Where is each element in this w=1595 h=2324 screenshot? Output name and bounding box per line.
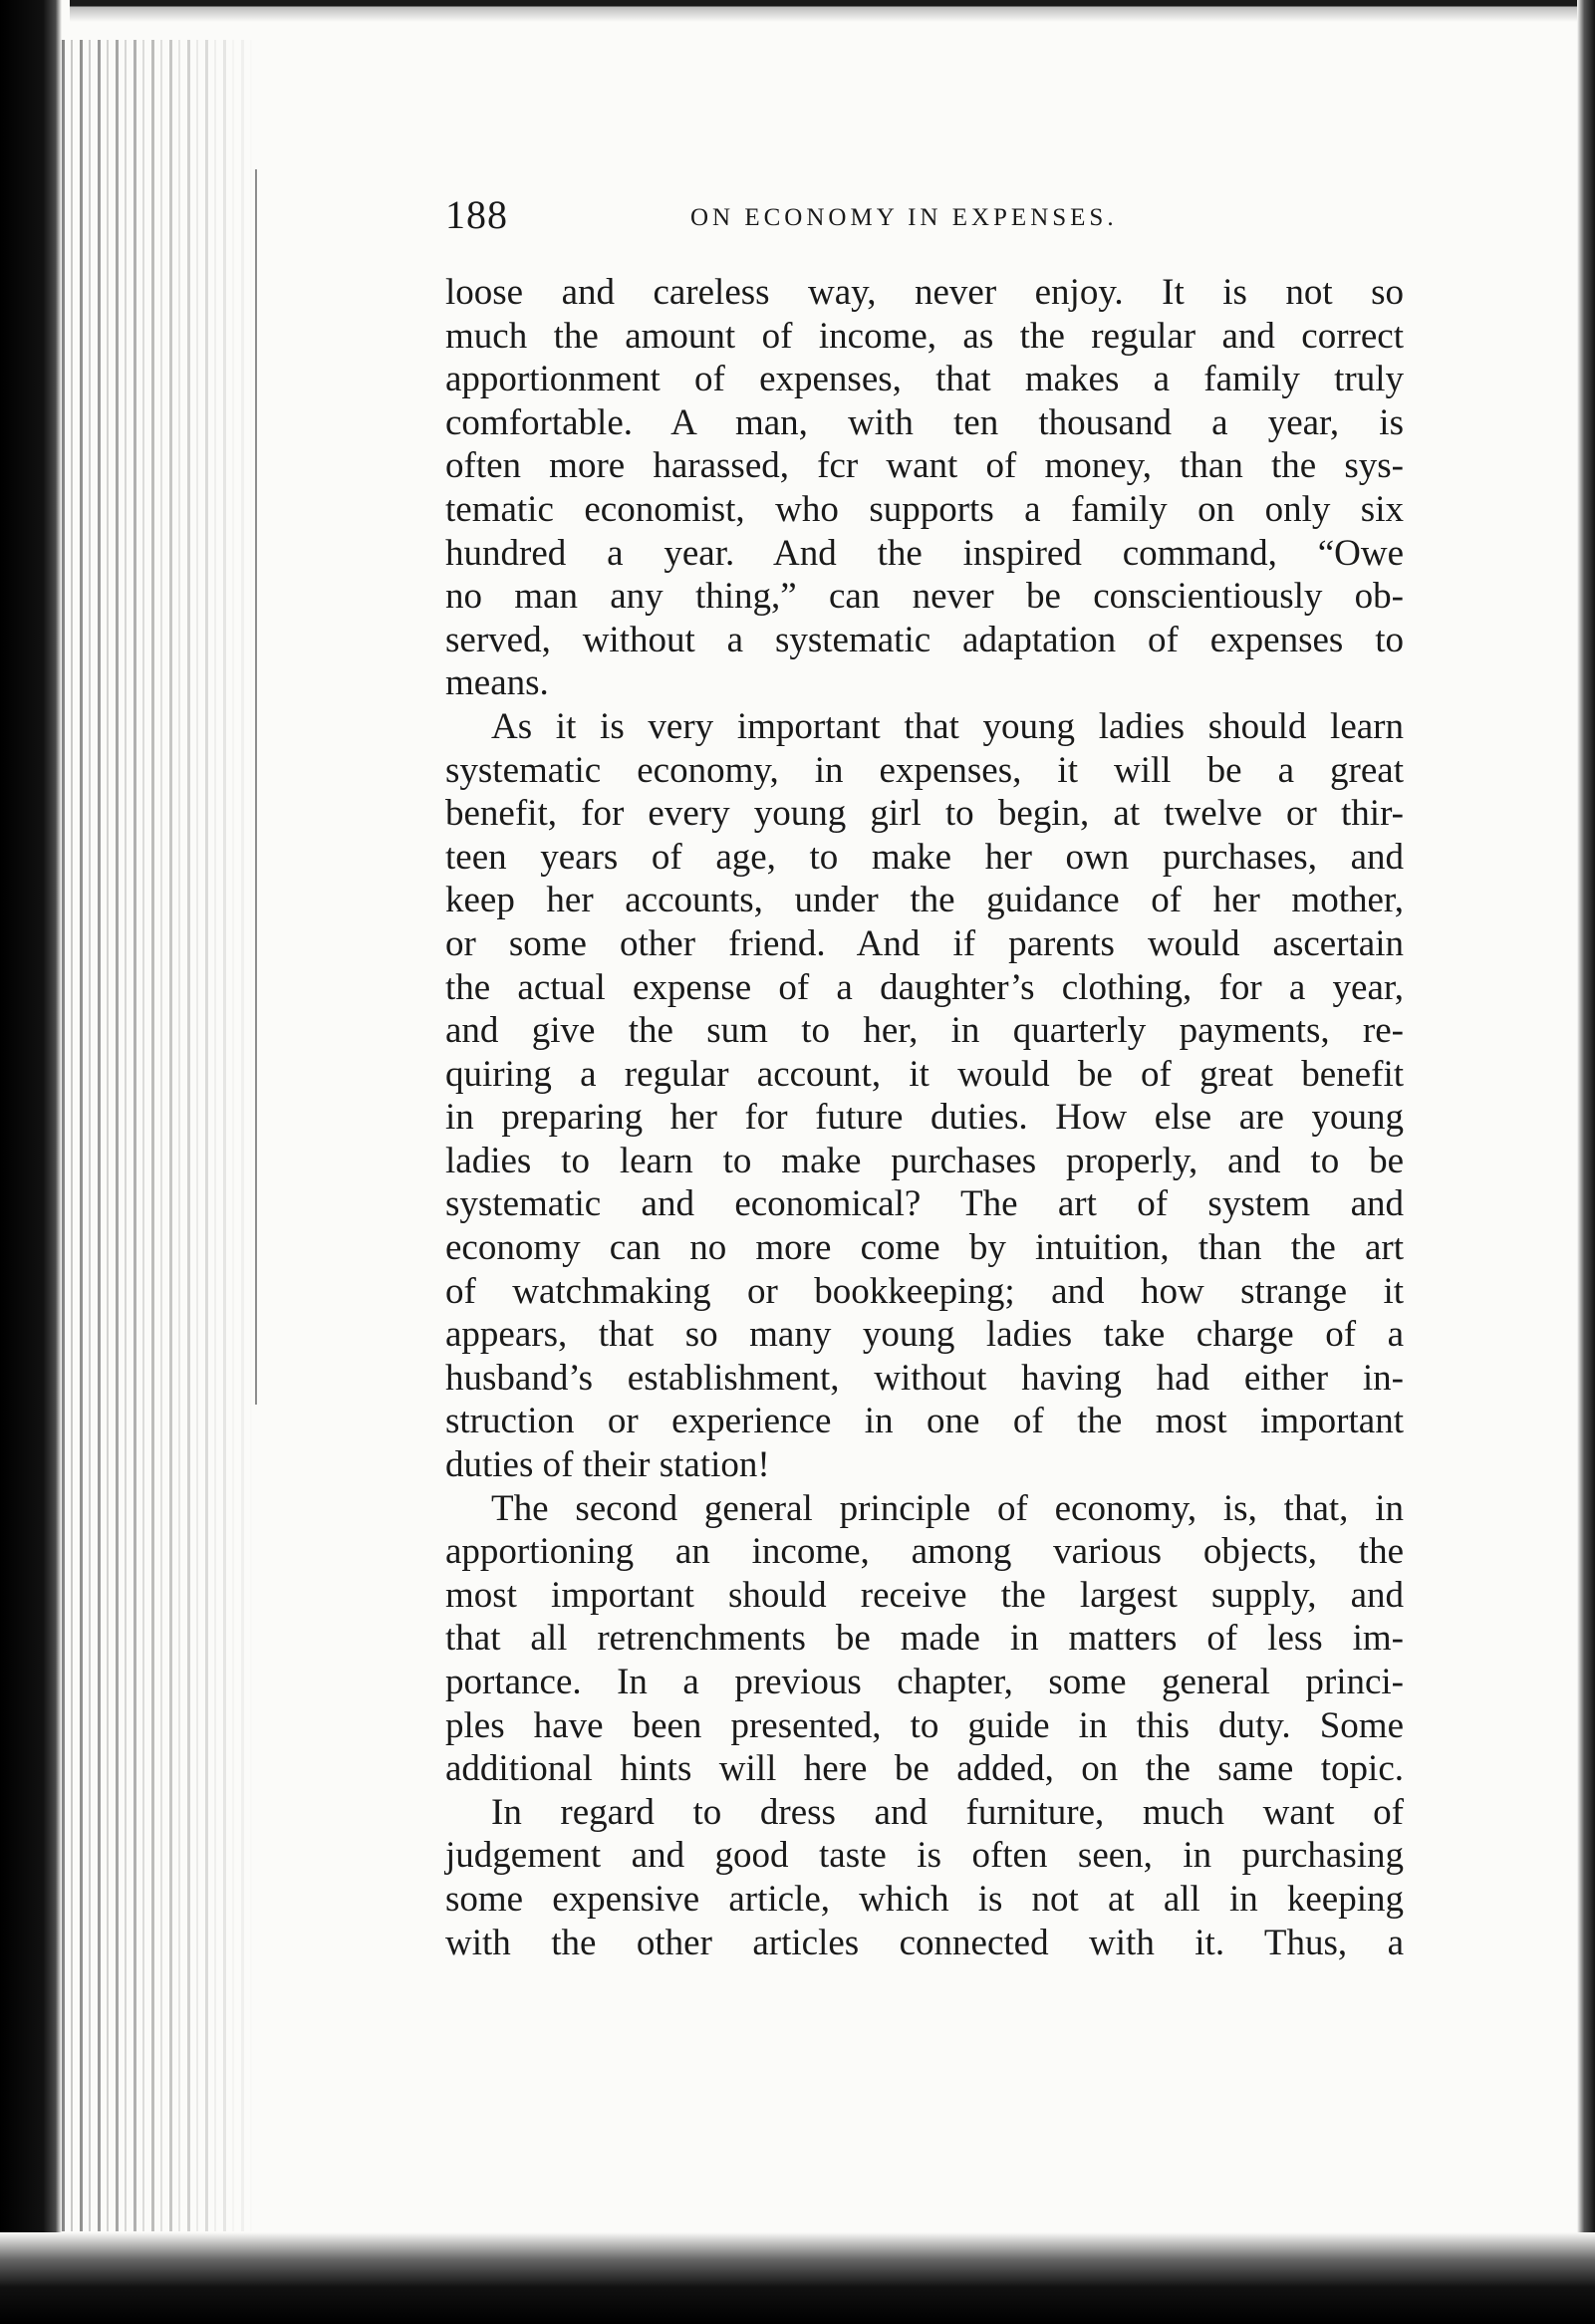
running-title: ON ECONOMY IN EXPENSES. [690, 204, 1118, 231]
text-line: ladies to learn to make purchases properly, and to be [445, 1140, 1404, 1181]
text-line: most important should receive the largest supply, and [445, 1574, 1404, 1616]
text-line: tematic economist, who supports a family on only six [445, 488, 1404, 530]
text-line: that all retrenchments be made in matters of less im- [445, 1618, 1404, 1660]
text-line: or some other friend. And if parents would ascertain [445, 922, 1404, 964]
body-text [445, 271, 1404, 1964]
scan-bottom-edge [0, 2232, 1595, 2324]
text-line: struction or experience in one of the most important [445, 1401, 1404, 1442]
text-line: ples have been presented, to guide in this duty. Some [445, 1704, 1404, 1746]
text-line: and give the sum to her, in quarterly payments, re- [445, 1010, 1404, 1052]
text-line: apportioning an income, among various objects, the [445, 1531, 1404, 1573]
text-line: hundred a year. And the inspired command, “Owe [445, 532, 1404, 574]
text-line: appears, that so many young ladies take charge of a [445, 1314, 1404, 1356]
text-line: served, without a systematic adaptation of expenses to [445, 619, 1404, 660]
text-line: quiring a regular account, it would be of great benefit [445, 1053, 1404, 1095]
scan-top-edge [70, 0, 1595, 22]
text-line: loose and careless way, never enjoy. It is not so [445, 272, 1404, 313]
text-line: benefit, for every young girl to begin, at twelve or thir- [445, 793, 1404, 835]
text-line: some expensive article, which is not at all in keeping [445, 1878, 1404, 1920]
text-line: judgement and good taste is often seen, in purchasing [445, 1835, 1404, 1877]
page-number: 188 [445, 192, 508, 237]
page-gutter-shadow [62, 40, 261, 2231]
running-head [445, 189, 1402, 241]
text-line: often more harassed, fcr want of money, than the sys- [445, 445, 1404, 487]
text-line: In regard to dress and furniture, much want of [491, 1791, 1404, 1833]
gutter-line [255, 169, 257, 1405]
text-line: much the amount of income, as the regular and correct [445, 315, 1404, 357]
text-line: additional hints will here be added, on the same topic. [445, 1748, 1404, 1790]
text-line: duties of their station! [445, 1444, 770, 1486]
text-line: portance. In a previous chapter, some general princi- [445, 1662, 1404, 1702]
scan-right-edge [1577, 0, 1595, 2324]
text-line: teen years of age, to make her own purchases, and [445, 836, 1404, 878]
text-line: husband’s establishment, without having had either in- [445, 1357, 1404, 1399]
text-line: systematic and economical? The art of system and [445, 1183, 1404, 1225]
text-line: apportionment of expenses, that makes a family truly [445, 359, 1404, 400]
text-line: As it is very important that young ladies should learn [491, 705, 1404, 747]
text-line: no man any thing,” can never be conscientiously ob- [445, 576, 1404, 618]
text-line: economy can no more come by intuition, than the art [445, 1227, 1404, 1269]
scan-binding-edge [0, 0, 62, 2324]
text-line: the actual expense of a daughter’s clothing, for a year, [445, 966, 1404, 1008]
text-line: means. [445, 662, 549, 704]
text-line: in preparing her for future duties. How else are young [445, 1097, 1404, 1139]
text-line: keep her accounts, under the guidance of her mother, [445, 880, 1404, 921]
text-line: The second general principle of economy, is, that, in [491, 1487, 1404, 1529]
text-line: of watchmaking or bookkeeping; and how strange it [445, 1270, 1404, 1312]
text-line: comfortable. A man, with ten thousand a year, is [445, 401, 1404, 443]
text-line: with the other articles connected with it. Thus, a [445, 1922, 1404, 1963]
text-line: systematic economy, in expenses, it will be a great [445, 749, 1404, 791]
